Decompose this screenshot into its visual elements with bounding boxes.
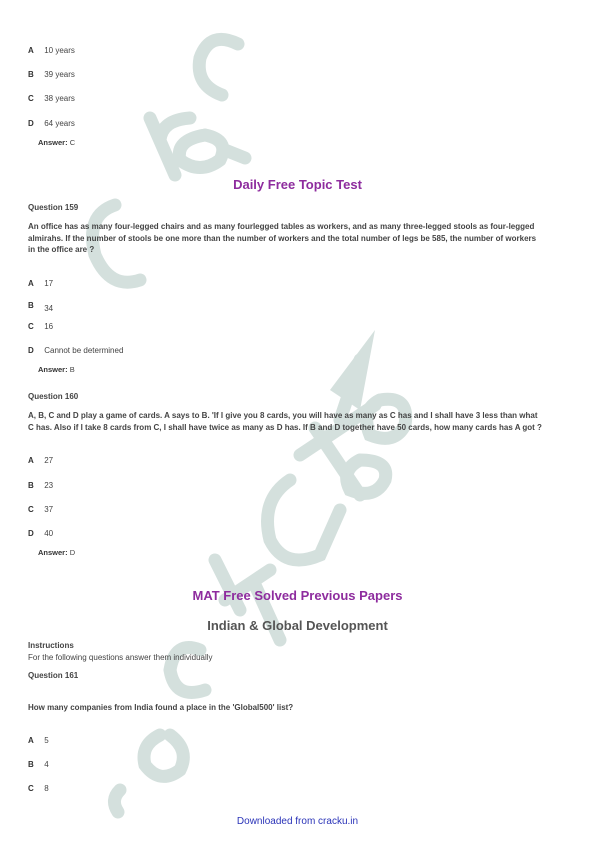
answer-label: Answer: xyxy=(38,548,68,557)
option-letter: A xyxy=(28,279,34,288)
footer-download-link[interactable] xyxy=(0,816,595,827)
option-letter: A xyxy=(28,456,34,465)
option-b[interactable] xyxy=(28,70,75,79)
question-text xyxy=(28,410,568,433)
option-text: 4 xyxy=(44,760,49,769)
option-text: 16 xyxy=(44,322,54,331)
option-text: 39 years xyxy=(44,70,75,79)
question-line: An office has as many four-legged chairs and as many fourlegged tables as workers, and as many three-legged stools as four-legged xyxy=(28,222,535,231)
section-title-text: MAT Free Solved Previous Papers xyxy=(192,588,403,603)
section-title-mat-papers[interactable] xyxy=(0,588,595,603)
option-text: 27 xyxy=(44,456,54,465)
option-a[interactable] xyxy=(28,46,75,55)
option-d[interactable] xyxy=(28,119,75,128)
option-text: 40 xyxy=(44,529,54,538)
option-letter: D xyxy=(28,346,34,355)
option-b[interactable] xyxy=(28,301,53,313)
answer-line xyxy=(38,548,75,557)
question-line: almirahs. If the number of stools be one more than the number of workers and the total number of legs be 585, the number of workers xyxy=(28,233,537,243)
option-text: 10 years xyxy=(44,46,75,55)
option-letter: C xyxy=(28,94,34,103)
option-c[interactable] xyxy=(28,784,49,793)
section-title-daily-test[interactable] xyxy=(0,177,595,192)
instructions-text: For the following questions answer them individually xyxy=(28,653,213,662)
option-letter: B xyxy=(28,481,34,490)
answer-line xyxy=(38,365,75,374)
option-a[interactable] xyxy=(28,279,53,288)
option-b[interactable] xyxy=(28,760,49,769)
option-letter: B xyxy=(28,760,34,769)
question-label: Question 159 xyxy=(28,203,79,212)
option-letter: D xyxy=(28,529,34,538)
option-letter: B xyxy=(28,70,34,79)
option-c[interactable] xyxy=(28,505,53,514)
option-text: 64 years xyxy=(44,119,75,128)
option-text: 8 xyxy=(44,784,49,793)
option-letter: C xyxy=(28,505,34,514)
option-letter: B xyxy=(28,301,34,310)
option-letter: D xyxy=(28,119,34,128)
option-letter: C xyxy=(28,784,34,793)
question-line: A, B, C and D play a game of cards. A says to B. 'If I give you 8 cards, you will have as many as C has and I shall have 3 less than what xyxy=(28,411,538,420)
section-title-topic xyxy=(0,618,595,633)
question-label: Question 160 xyxy=(28,392,79,401)
instructions-label: Instructions xyxy=(28,641,74,650)
option-a[interactable] xyxy=(28,736,49,745)
question-text: How many companies from India found a place in the 'Global500' list? xyxy=(28,703,294,712)
option-text: 38 years xyxy=(44,94,75,103)
option-a[interactable] xyxy=(28,456,53,465)
option-c[interactable] xyxy=(28,322,53,331)
option-c[interactable] xyxy=(28,94,75,103)
option-text: 5 xyxy=(44,736,49,745)
option-text: 23 xyxy=(44,481,54,490)
question-label: Question 161 xyxy=(28,671,79,680)
answer-value: C xyxy=(69,138,76,147)
answer-value: B xyxy=(69,365,75,374)
section-title-text: Indian & Global Development xyxy=(207,618,388,633)
option-b[interactable] xyxy=(28,481,53,490)
option-text: 17 xyxy=(44,279,54,288)
option-d[interactable] xyxy=(28,529,53,538)
answer-label: Answer: xyxy=(38,138,68,147)
question-line: C has. Also if I take 8 cards from C, I shall have twice as many as D has. If B and D together have 50 cards, how many cards has A got ? xyxy=(28,422,542,432)
option-d[interactable] xyxy=(28,346,123,355)
section-title-text: Daily Free Topic Test xyxy=(233,177,362,192)
option-text: Cannot be determined xyxy=(44,346,124,355)
option-letter: A xyxy=(28,736,34,745)
question-line: in the office are ? xyxy=(28,245,95,254)
option-letter: A xyxy=(28,46,34,55)
option-letter: C xyxy=(28,322,34,331)
question-text xyxy=(28,221,568,256)
answer-value: D xyxy=(69,548,76,557)
answer-line xyxy=(38,138,75,147)
option-text: 34 xyxy=(44,304,54,313)
footer-link-text: Downloaded from cracku.in xyxy=(236,816,359,827)
option-text: 37 xyxy=(44,505,54,514)
answer-label: Answer: xyxy=(38,365,68,374)
